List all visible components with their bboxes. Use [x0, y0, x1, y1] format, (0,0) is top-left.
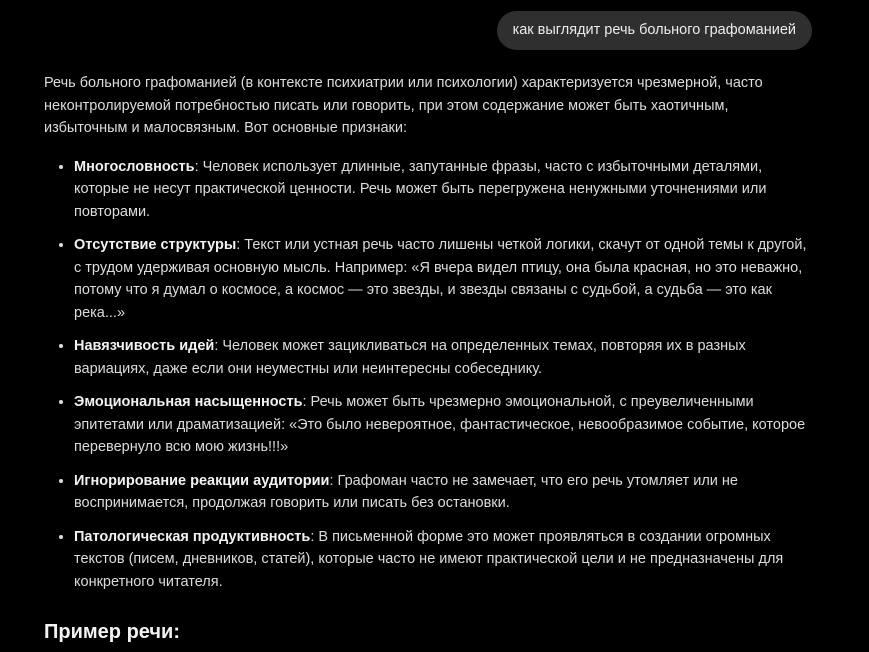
- list-item-term: Патологическая продуктивность: [74, 528, 311, 545]
- list-item: [74, 526, 810, 594]
- assistant-answer: [44, 72, 810, 646]
- list-item-term: Навязчивость идей: [74, 338, 215, 354]
- list-item-text: : Текст или устная речь часто лишены четкой логики, скачут от одной темы к другой, с трудом удерживая основную мысль. Например: «Я вчера видел птицу, она была красная, но это неважно, потому что я думал о космосе, а космос — это звезды, и звезды связаны с судьбой, а судьба — это как река...»: [74, 237, 807, 321]
- list-item-term: Многословность: [74, 158, 195, 175]
- list-item: [74, 470, 810, 515]
- list-item-term: Игнорирование реакции аудитории: [74, 472, 330, 489]
- list-item-text: : Графоман часто не замечает, что его речь утомляет или не воспринимается, продолжая говорить или писать без остановки.: [74, 472, 738, 511]
- list-item: [74, 156, 810, 224]
- list-item-text: : В письменной форме это может проявляться в создании огромных текстов (писем, дневников, статей), которые часто не имеют практической цели и не предназначены для конкретного читателя.: [74, 528, 784, 590]
- list-item: [74, 234, 810, 324]
- list-item-term: Отсутствие структуры: [74, 237, 237, 253]
- list-item: [74, 391, 810, 459]
- list-item-text: : Человек может зацикливаться на определенных темах, повторяя их в разных вариациях, даже если они неуместны или неинтересны собеседнику.: [74, 338, 746, 377]
- user-message-bubble: [497, 11, 812, 50]
- example-heading: Пример речи:: [44, 621, 180, 643]
- list-item-term: Эмоциональная насыщенность: [74, 394, 303, 410]
- signs-list: [44, 156, 810, 594]
- answer-intro: Речь больного графоманией (в контексте психиатрии или психологии) характеризуется чрезмерной, часто неконтролируемой потребностью писать или говорить, при этом содержание может быть хаотичным, избыточным и малосвязным. Вот основные признаки:: [44, 75, 763, 136]
- user-message-text: как выглядит речь больного графоманией: [512, 22, 796, 38]
- list-item-text: : Речь может быть чрезмерно эмоциональной, с преувеличенными эпитетами или драматизацией: «Это было невероятное, фантастическое, невообразимое событие, которое перевернуло всю мою жизнь!!!»: [74, 394, 806, 455]
- list-item: [74, 335, 810, 380]
- list-item-text: : Человек использует длинные, запутанные фразы, часто с избыточными деталями, которые не несут практической ценности. Речь может быть перегружена ненужными уточнениями или повторами.: [74, 158, 767, 220]
